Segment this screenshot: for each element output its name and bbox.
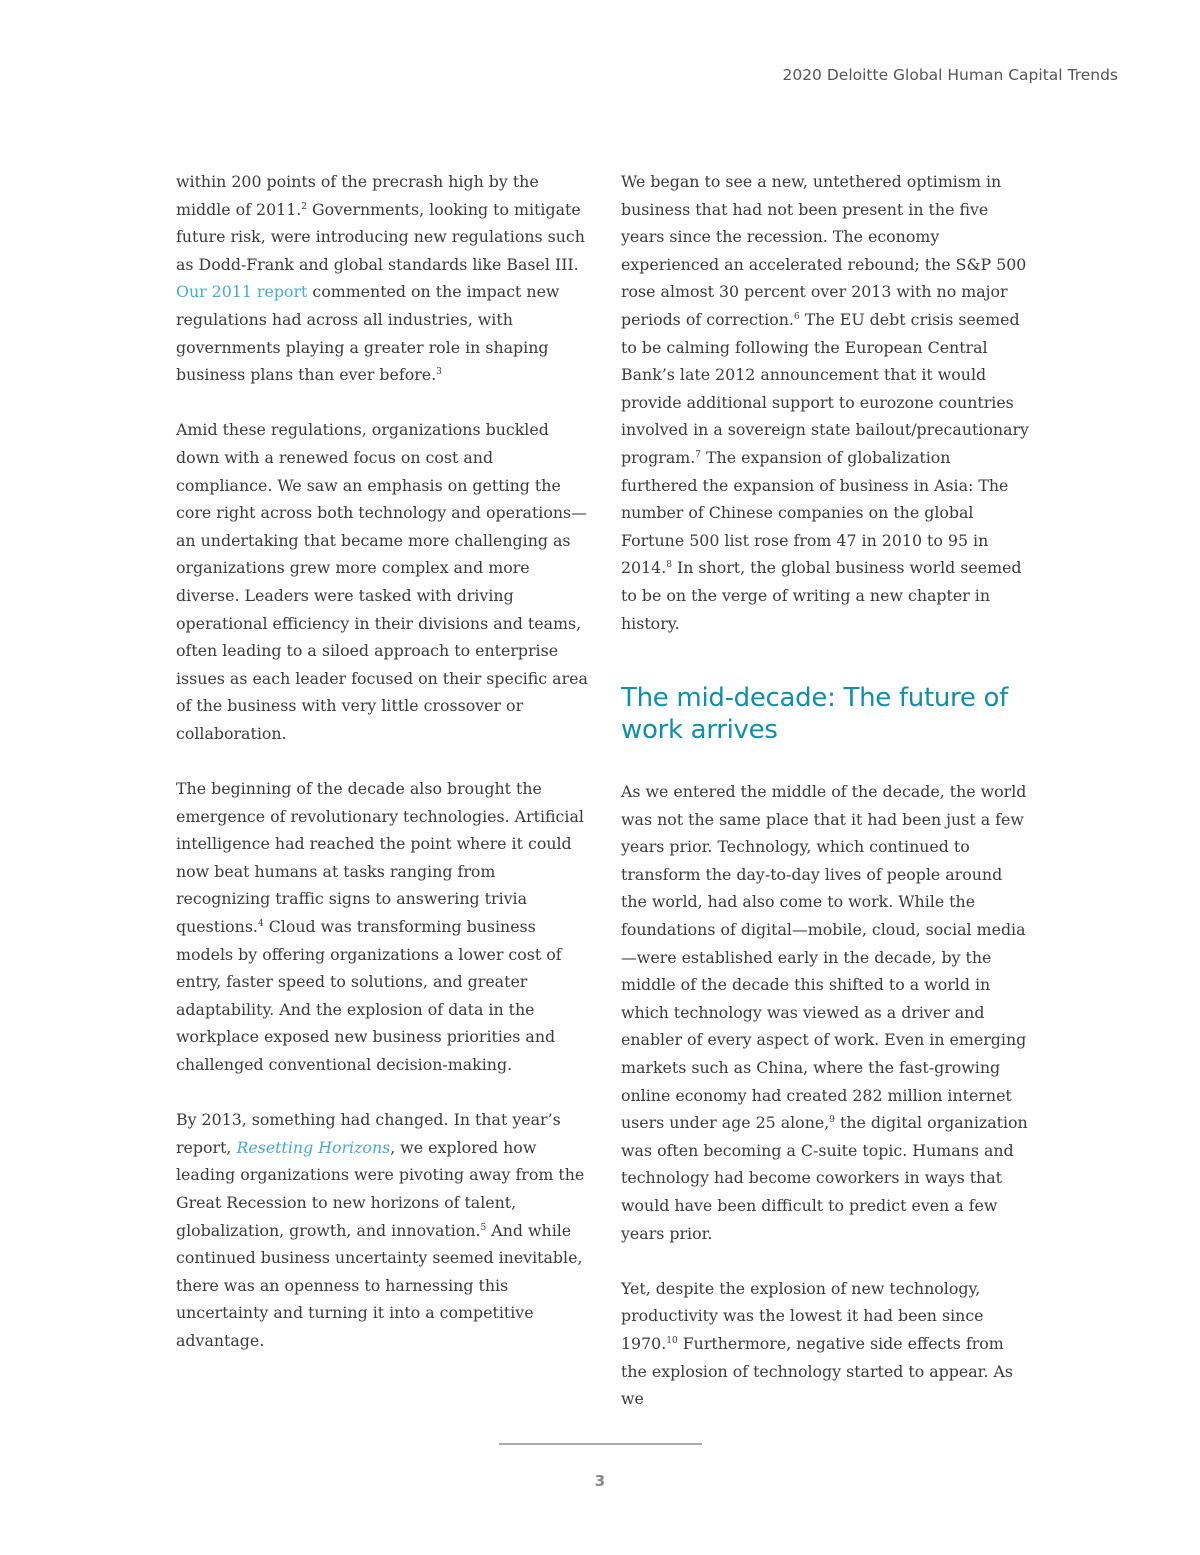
text: In short, the global business world seemed to be on the verge of writing a new chapter in history.: [621, 558, 1022, 633]
left-column: [176, 168, 588, 1382]
paragraph-1: [176, 168, 588, 389]
footnote-ref[interactable]: 3: [436, 367, 442, 378]
section-heading: The mid-decade: The future of work arrives: [621, 683, 1008, 746]
text: And while continued business uncertainty seemed inevitable, there was an openness to harnessing this uncertainty and turning it into a competitive advantage.: [176, 1220, 583, 1350]
page-number: 3: [594, 1472, 606, 1490]
paragraph-5: [621, 168, 1029, 637]
footnote-ref[interactable]: 6: [793, 311, 800, 322]
footnote-ref[interactable]: 7: [695, 449, 701, 460]
text: As we entered the middle of the decade, the world was not the same place that it had been just a few years prior. Technology, which continued to transform the day-to-day lives of people around the world, had also come to work. While the foundations of digital—mobile, cloud, social media—were established early in the decade, by the middle of the decade this shifted to a world in which technology was viewed as a driver and enabler of every aspect of work. Even in emerging markets such as China, where the fast-growing online economy had created 282 million internet users under age 25 alone,: [621, 782, 1027, 1133]
footnote-ref[interactable]: 10: [666, 1335, 678, 1346]
text: commented on the impact new regulations had across all industries, with governments playing a greater role in shaping business plans than ever before.: [176, 282, 560, 385]
right-column: [621, 168, 1029, 1440]
footnote-ref[interactable]: 2: [301, 201, 308, 212]
text: The expansion of globalization furthered the expansion of business in Asia: The number of Chinese companies on the global Fortune 500 list rose from 47 in 2010 to 95 in 2014.: [621, 447, 1009, 578]
text: The EU debt crisis seemed to be calming following the European Central Bank’s late 2012 announcement that it would provide additional support to eurozone countries involved in a sovereign state bailout/precautionary program.: [621, 309, 1029, 467]
footnote-ref[interactable]: 8: [666, 560, 672, 571]
text: Governments, looking to mitigate future risk, were introducing new regulations such as Dodd-Frank and global standards like Basel III.: [176, 199, 585, 274]
paragraph-2: Amid these regulations, organizations buckled down with a renewed focus on cost and compliance. We saw an emphasis on getting the core right across both technology and operations—an undertaking that became more challenging as organizations grew more complex and more diverse. Leaders were tasked with driving operational efficiency in their divisions and teams, often leading to a siloed approach to enterprise issues as each leader focused on their specific area of the business with very little crossover or collaboration.: [176, 420, 588, 743]
text: We began to see a new, untethered optimism in business that had not been present in the five years since the recession. The economy experienced an accelerated rebound; the S&P 500 rose almost 30 percent over 2013 with no major periods of correction.: [621, 172, 1027, 329]
footer-divider: [499, 1443, 702, 1445]
running-header: 2020 Deloitte Global Human Capital Trends: [782, 66, 1118, 84]
resetting-horizons-link[interactable]: Resetting Horizons: [236, 1137, 391, 1157]
text: By 2013, something had changed. In that year’s report,: [176, 1110, 561, 1157]
text: within 200 points of the precrash high by the middle of 2011.: [176, 172, 539, 219]
paragraph-7: [621, 1275, 1029, 1413]
text: Cloud was transforming business models by offering organizations a lower cost of entry, faster speed to solutions, and greater adaptability. And the explosion of data in the workplace exposed new business priorities and challenged conventional decision-making.: [176, 917, 562, 1074]
footnote-ref[interactable]: 5: [480, 1222, 487, 1233]
paragraph-3: [176, 775, 588, 1079]
paragraph-6: [621, 778, 1029, 1247]
footnote-ref[interactable]: 4: [257, 919, 264, 930]
text: Yet, despite the explosion of new technology, productivity was the lowest it had been since 1970.: [621, 1278, 984, 1353]
text: The beginning of the decade also brought the emergence of revolutionary technologies. Artificial intelligence had reached the point where it could now beat humans at tasks ranging from recognizing traffic signs to answering trivia questions.: [176, 779, 584, 937]
paragraph-4: [176, 1106, 588, 1354]
text: Furthermore, negative side effects from the explosion of technology started to appear. As we: [621, 1333, 1014, 1409]
report-2011-link[interactable]: Our 2011 report: [176, 282, 308, 302]
text: , we explored how leading organizations were pivoting away from the Great Recession to new horizons of talent, globalization, growth, and innovation.: [176, 1137, 585, 1240]
footnote-ref[interactable]: 9: [829, 1115, 835, 1126]
text: the digital organization was often becoming a C-suite topic. Humans and technology had become coworkers in ways that would have been difficult to predict even a few years prior.: [621, 1113, 1028, 1243]
